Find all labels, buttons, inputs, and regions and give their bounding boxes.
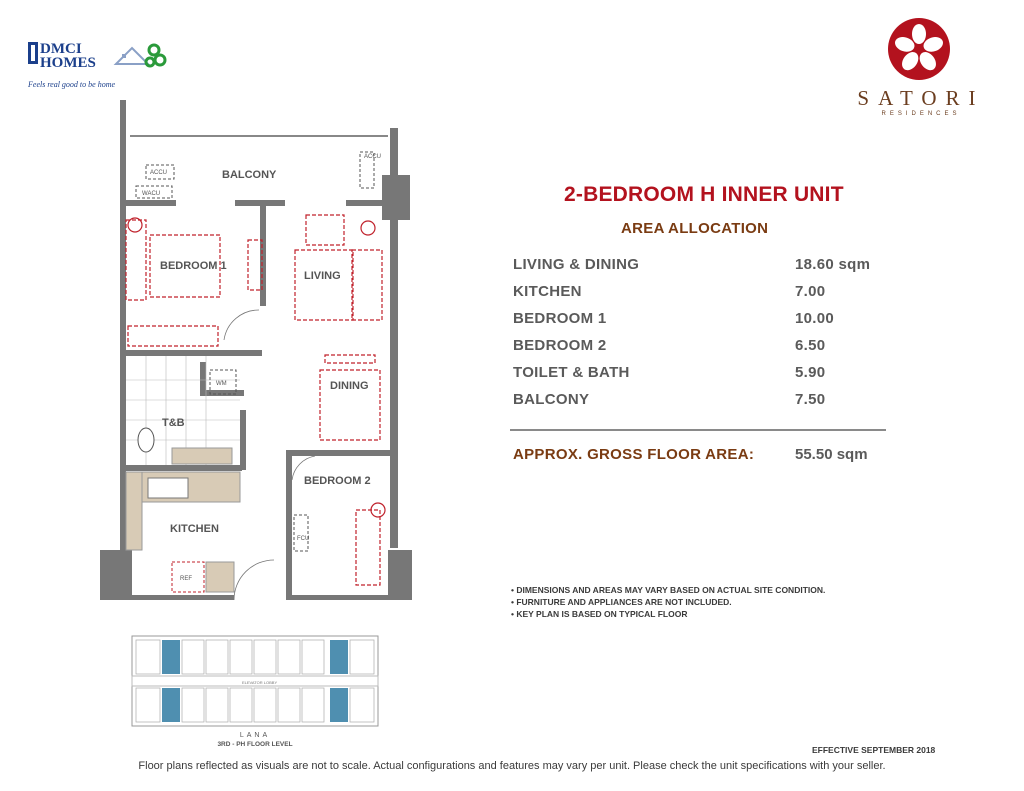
area-label: BALCONY [513,391,590,408]
bedroom1-label: BEDROOM 1 [160,260,227,272]
accu1-label: ACCU [150,170,168,176]
area-label: BEDROOM 1 [513,310,607,327]
area-row-toilet-bath [513,364,883,384]
area-row-balcony [513,391,883,411]
area-value: 5.90 [795,364,826,381]
gross-area-value: 55.50 sqm [795,446,868,463]
kitchen-label: KITCHEN [170,523,219,535]
area-row-kitchen [513,283,883,303]
note-keyplan: • KEY PLAN IS BASED ON TYPICAL FLOOR [511,609,688,619]
effective-date: EFFECTIVE SEPTEMBER 2018 [812,745,936,755]
disclaimer: Floor plans reflected as visuals are not to scale. Actual configurations and features may vary per unit. Please check the unit specifications with your seller. [138,760,886,772]
note-dimensions: • DIMENSIONS AND AREAS MAY VARY BASED ON ACTUAL SITE CONDITION. [511,585,826,595]
keyplan-level: 3RD - PH FLOOR LEVEL [217,741,293,748]
area-row-living-dining [513,256,883,276]
area-value: 7.00 [795,283,826,300]
area-row-bedroom2 [513,337,883,357]
satori-flower-logo [886,16,952,82]
dmci-tagline: Feels real good to be home [28,80,116,89]
elevator-lobby-label: ELEVATOR LOBBY [242,680,278,685]
fcu-label: FCU [297,536,310,542]
area-divider [510,429,886,431]
balcony-label: BALCONY [222,169,277,181]
area-allocation-heading: AREA ALLOCATION [621,220,769,237]
keyplan-name: LANA [239,732,271,739]
satori-wordmark: SATORI [857,86,985,110]
satori-subtitle: RESIDENCES [881,111,961,117]
area-label: KITCHEN [513,283,582,300]
dmci-wordmark: DMCI HOMES [40,41,96,71]
accu2-label: ACCU [364,154,382,160]
area-value: 6.50 [795,337,826,354]
area-value: 18.60 sqm [795,256,871,273]
floor-plan [100,100,420,630]
unit-title: 2-BEDROOM H INNER UNIT [564,183,844,206]
area-label: LIVING & DINING [513,256,640,273]
ref-label: REF [180,576,192,582]
tb-label: T&B [162,417,185,429]
wacu-label: WACU [142,191,161,197]
gross-area-label: APPROX. GROSS FLOOR AREA: [513,446,755,463]
area-label: BEDROOM 2 [513,337,607,354]
bedroom2-label: BEDROOM 2 [304,475,371,487]
area-label: TOILET & BATH [513,364,630,381]
area-value: 10.00 [795,310,835,327]
dining-label: DINING [330,380,369,392]
living-label: LIVING [304,270,341,282]
wm-label: WM [216,381,227,387]
area-value: 7.50 [795,391,826,408]
area-row-bedroom1 [513,310,883,330]
key-plan [130,632,380,732]
note-furniture: • FURNITURE AND APPLIANCES ARE NOT INCLUDED. [511,597,732,607]
